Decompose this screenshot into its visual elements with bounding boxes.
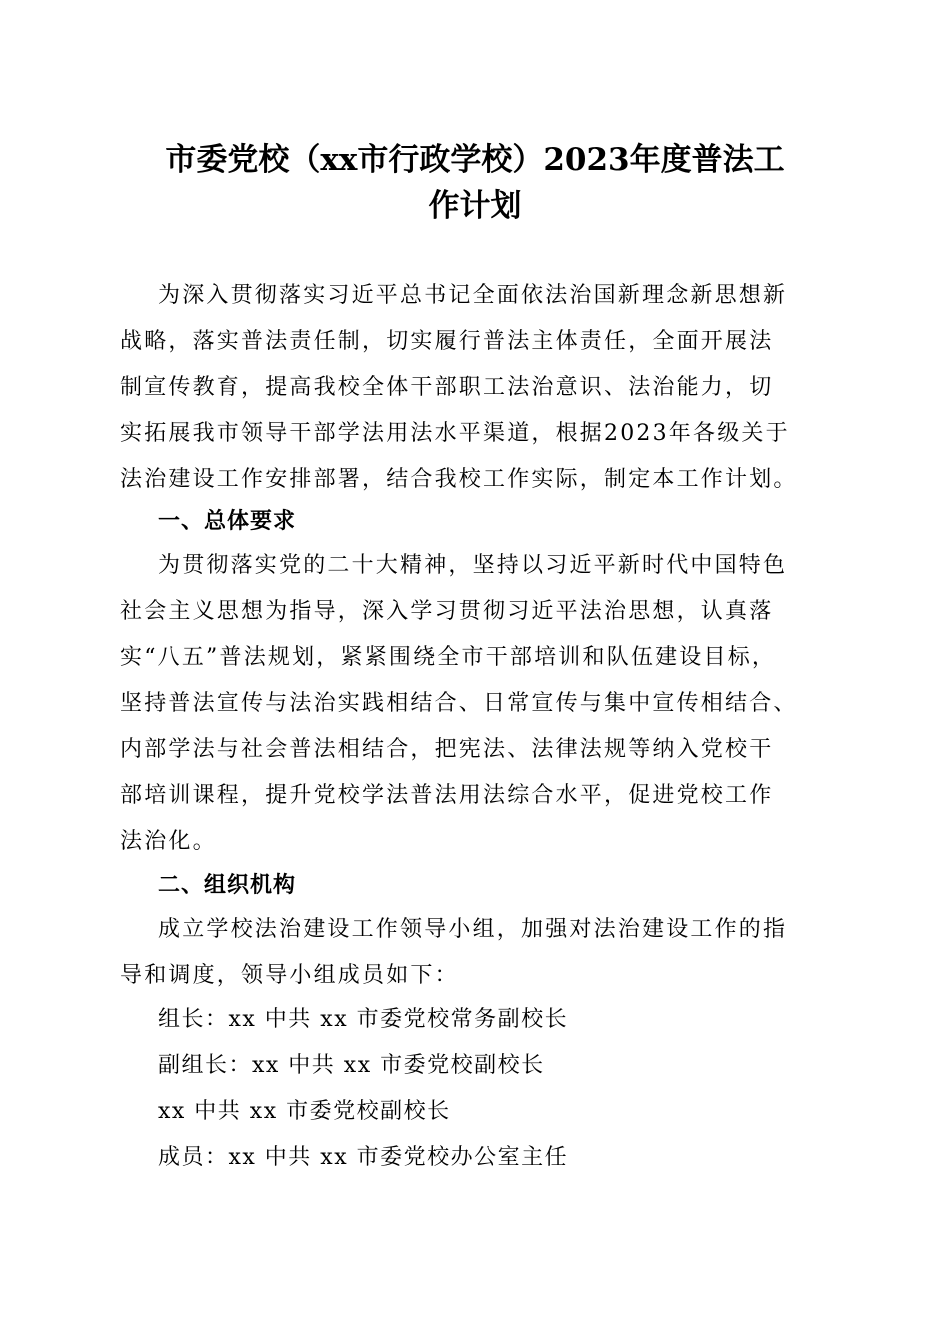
section1-line: 实“八五”普法规划，紧紧围绕全市干部培训和队伍建设目标， [120, 645, 777, 670]
section-heading-general-requirements: 一、总体要求 [158, 509, 297, 534]
document-title-line-1: 市委党校（xx市行政学校）2023年度普法工 [165, 142, 785, 178]
intro-line: 实拓展我市领导干部学法用法水平渠道，根据2023年各级关于 [120, 421, 790, 446]
member-staff: 成员：xx 中共 xx 市委党校办公室主任 [158, 1145, 569, 1170]
section-heading-organization: 二、组织机构 [158, 873, 297, 898]
section1-line: 为贯彻落实党的二十大精神，坚持以习近平新时代中国特色 [158, 553, 788, 578]
intro-line: 制宣传教育，提高我校全体干部职工法治意识、法治能力，切 [120, 375, 774, 400]
section1-line: 内部学法与社会普法相结合，把宪法、法律法规等纳入党校干 [120, 737, 774, 762]
section2-line: 导和调度，领导小组成员如下： [120, 963, 459, 988]
member-deputy-leader: xx 中共 xx 市委党校副校长 [158, 1099, 451, 1124]
section1-line: 社会主义思想为指导，深入学习贯彻习近平法治思想，认真落 [120, 599, 774, 624]
intro-line: 法治建设工作安排部署，结合我校工作实际，制定本工作计划。 [120, 467, 798, 492]
intro-line: 为深入贯彻落实习近平总书记全面依法治国新理念新思想新 [158, 283, 788, 308]
section1-line: 法治化。 [120, 829, 217, 854]
member-deputy-leader: 副组长：xx 中共 xx 市委党校副校长 [158, 1053, 545, 1078]
section1-line: 部培训课程，提升党校学法普法用法综合水平，促进党校工作 [120, 783, 774, 808]
section1-line: 坚持普法宣传与法治实践相结合、日常宣传与集中宣传相结合、 [120, 691, 798, 716]
intro-line: 战略，落实普法责任制，切实履行普法主体责任，全面开展法 [120, 329, 774, 354]
section2-line: 成立学校法治建设工作领导小组，加强对法治建设工作的指 [158, 917, 788, 942]
member-leader: 组长：xx 中共 xx 市委党校常务副校长 [158, 1007, 569, 1032]
document-title-line-2: 作计划 [428, 188, 522, 224]
